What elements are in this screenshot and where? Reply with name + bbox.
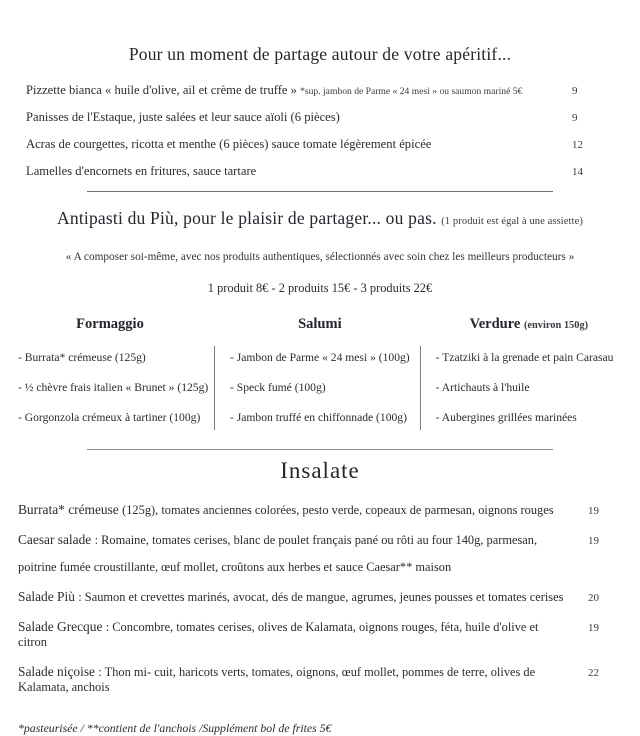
antipasti-prices-line: 1 produit 8€ - 2 produits 15€ - 3 produits 22€ (207, 281, 433, 296)
menu-item-row (0, 137, 640, 152)
row-gap (0, 518, 640, 532)
list-item: - Artichauts à l'huile (435, 381, 530, 395)
aperitif-item-list (0, 83, 640, 179)
row-gap (0, 548, 640, 560)
menu-item-description (26, 110, 558, 125)
salad-item-description (18, 532, 578, 548)
column-divider-left (214, 346, 215, 430)
list-item: - ½ chèvre frais italien « Brunet » (125g) (18, 381, 209, 395)
menu-item-row (0, 164, 640, 179)
row-gap (0, 650, 640, 664)
list-item: - Jambon de Parme « 24 mesi » (100g) (230, 351, 410, 365)
antipasti-quote-spacer (0, 229, 640, 251)
salad-item-row (0, 502, 640, 518)
menu-item-price: 14 (572, 166, 583, 179)
insalate-heading-spacer (0, 484, 640, 502)
column-item-list (18, 351, 209, 425)
antipasti-quote: « A composer soi-même, avec nos produits authentiques, sélectionnés avec soin chez les meilleurs producteurs » (65, 251, 575, 264)
aperitif-heading-spacer (0, 65, 640, 83)
salad-item-description (18, 502, 578, 518)
salad-item-price: 19 (588, 535, 599, 548)
list-item: - Jambon truffé en chiffonnade (100g) (230, 411, 407, 425)
salad-item-description (18, 589, 578, 605)
column-title (436, 316, 622, 333)
list-item: - Tzatziki à la grenade et pain Carasau (435, 351, 614, 365)
salad-item-name: Burrata* crémeuse (18, 502, 123, 518)
list-item: - Speck fumé (100g) (230, 381, 326, 395)
salad-item-price: 19 (588, 505, 599, 518)
post-rule-spacer (0, 192, 640, 208)
antipasti-heading-text: Antipasti du Più, pour le plaisir de partager... ou pas. (57, 208, 437, 229)
pre-insalate-rule-spacer (0, 441, 640, 449)
salad-item-row (0, 664, 640, 695)
column-item-list (436, 351, 622, 425)
top-spacer (0, 0, 640, 44)
column-title-text: Formaggio (76, 316, 144, 333)
menu-item-description (26, 137, 558, 152)
menu-item-row (0, 83, 640, 98)
antipasti-heading-note: (1 produit est égal à une assiette) (441, 216, 583, 228)
salad-item-row (0, 589, 640, 605)
column-title-note: (environ 150g) (523, 320, 589, 332)
list-item: - Burrata* crémeuse (125g) (18, 351, 146, 365)
menu-item-price: 9 (572, 85, 578, 97)
menu-item-supplement: *sup. jambon de Parme « 24 mesi » ou saumon mariné 5€ (300, 86, 523, 97)
menu-item-name: Lamelles d'encornets en fritures, sauce tartare (26, 164, 257, 179)
salad-item-name: Salade Grecque (18, 619, 106, 635)
antipasti-prices-spacer (0, 263, 640, 281)
antipasti-columns (0, 316, 640, 441)
salad-item-price: 20 (588, 592, 599, 605)
salad-item-name: Salade niçoise (18, 664, 99, 680)
column-title-text: Salumi (298, 316, 342, 333)
antipasti-column-formaggio (18, 316, 214, 441)
row-gap (0, 98, 640, 110)
antipasti-heading (0, 208, 640, 229)
salad-item-price: 22 (588, 667, 599, 680)
column-item-list (230, 351, 410, 425)
antipasti-columns-spacer (0, 296, 640, 316)
salad-item-description (18, 619, 578, 650)
salad-item-name: Caesar salade (18, 532, 95, 548)
menu-item-name: Acras de courgettes, ricotta et menthe (6 pièces) sauce tomate légèrement épicée (26, 137, 432, 152)
pre-footnote-spacer (0, 695, 640, 721)
list-item: - Aubergines grillées marinées (435, 411, 577, 425)
insalate-heading: Insalate (280, 458, 360, 484)
salad-item-continuation: poitrine fumée croustillante, œuf mollet, croûtons aux herbes et sauce Caesar** maison (18, 560, 452, 575)
salad-item-row (0, 532, 640, 548)
list-item: - Gorgonzola crémeux à tartiner (100g) (18, 411, 201, 425)
menu-item-description (26, 164, 558, 179)
row-gap (0, 152, 640, 164)
antipasti-column-verdure (420, 316, 622, 441)
row-gap (0, 605, 640, 619)
pre-rule-spacer (0, 179, 640, 191)
footnote-text: *pasteurisée / **contient de l'anchois /Supplément bol de frites 5€ (18, 721, 332, 736)
row-gap (0, 125, 640, 137)
row-gap (0, 575, 640, 589)
post-insalate-rule-spacer (0, 450, 640, 458)
menu-item-description (26, 83, 558, 98)
salad-item-detail: (125g), tomates anciennes colorées, pesto verde, copeaux de parmesan, oignons rouges (122, 503, 554, 518)
menu-item-price: 12 (572, 139, 583, 152)
salad-item-row (0, 619, 640, 650)
salad-item-price: 19 (588, 622, 599, 635)
insalate-item-list (0, 502, 640, 695)
salad-item-detail: : Saumon et crevettes marinés, avocat, dés de mangue, agrumes, jeunes pousses et tomates cerises (78, 590, 564, 605)
salad-item-detail: : Romaine, tomates cerises, blanc de poulet français pané ou rôti au four 140g, parmesan, (94, 533, 538, 548)
salad-item-description (18, 664, 578, 695)
column-title (18, 316, 202, 333)
menu-item-price: 9 (572, 112, 578, 125)
salad-item-detail: : Concombre, tomates cerises, olives de Kalamata, oignons rouges, féta, huile d'olive et citron (18, 620, 539, 650)
column-title-text: Verdure (469, 316, 524, 333)
menu-item-name: Panisses de l'Estaque, juste salées et leur sauce aïoli (6 pièces) (26, 110, 340, 125)
aperitif-heading: Pour un moment de partage autour de votre apéritif... (128, 44, 512, 64)
salad-item-detail: : Thon mi- cuit, haricots verts, tomates, oignons, œuf mollet, pommes de terre, olives de Kalamata, anchois (18, 665, 536, 695)
column-title (230, 316, 410, 333)
column-divider-left (420, 346, 421, 430)
antipasti-column-salumi (214, 316, 420, 441)
menu-item-name: Pizzette bianca « huile d'olive, ail et crème de truffe » (26, 83, 301, 97)
salad-item-name: Salade Più (18, 589, 79, 605)
menu-item-row (0, 110, 640, 125)
